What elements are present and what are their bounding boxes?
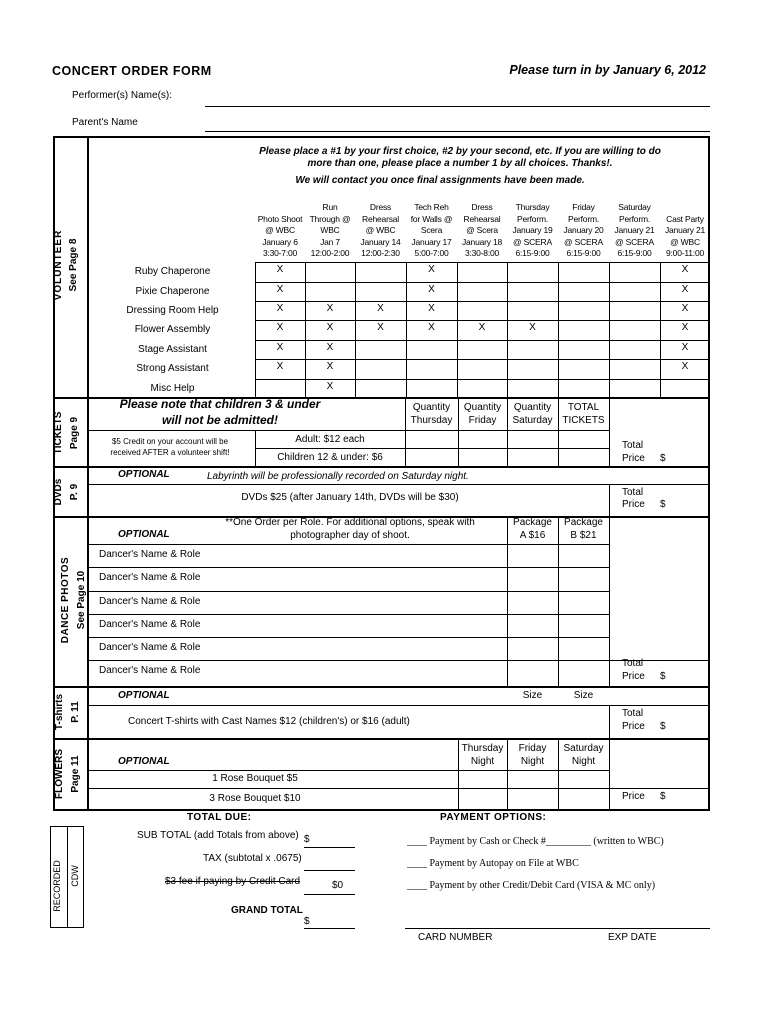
volunteer-role-label: Flower Assembly [134, 324, 211, 335]
volunteer-col-header-line: Dress [369, 202, 392, 212]
volunteer-role-label: Misc Help [150, 383, 195, 394]
volunteer-cell[interactable]: X [326, 322, 334, 333]
volunteer-cell[interactable] [507, 361, 558, 379]
flowers-price-label: Price [622, 791, 645, 802]
tickets-dollar: $ [660, 453, 666, 464]
performer-label: Performer(s) Name(s): [72, 90, 173, 101]
volunteer-cell[interactable]: X [276, 303, 284, 314]
parent-name-line[interactable] [205, 131, 710, 132]
volunteer-cell[interactable]: X [681, 342, 689, 353]
ticket-qty-thursday-input[interactable] [409, 432, 455, 464]
flower-col-header: Night [520, 756, 545, 767]
volunteer-col-header-line: Saturday [618, 202, 651, 212]
dvds-dollar: $ [660, 499, 666, 510]
volunteer-cell[interactable]: X [326, 303, 334, 314]
ticket-qty-friday-input[interactable] [461, 432, 505, 464]
volunteer-cell[interactable] [507, 342, 558, 359]
tax-label: TAX (subtotal x .0675) [203, 853, 302, 864]
recorded-label: RECORDED [52, 860, 62, 912]
volunteer-cell[interactable] [609, 342, 660, 359]
volunteer-cell[interactable] [558, 381, 609, 397]
volunteer-cell[interactable] [305, 284, 355, 301]
volunteer-instructions-3: We will contact you once final assignments have been made. [295, 175, 585, 186]
volunteer-col-header-line: 9:00-11:00 [665, 248, 704, 258]
tshirts-description: Concert T-shirts with Cast Names $12 (children's) or $16 (adult) [128, 716, 410, 727]
volunteer-col-header-line: January 6 [262, 236, 298, 247]
form-title: CONCERT ORDER FORM [52, 64, 212, 78]
flowers-side-label: FLOWERS [54, 749, 65, 799]
volunteer-cell[interactable] [609, 284, 660, 301]
volunteer-cell[interactable] [355, 361, 406, 379]
volunteer-cell[interactable] [355, 264, 406, 282]
volunteer-cell[interactable]: X [377, 322, 384, 333]
dvds-side-sub: P. 9 [69, 483, 80, 501]
volunteer-cell[interactable]: X [681, 303, 689, 314]
volunteer-cell[interactable] [355, 381, 406, 397]
flower-col-header: Friday [518, 743, 547, 754]
volunteer-cell[interactable] [457, 264, 507, 282]
volunteer-cell[interactable]: X [276, 264, 284, 275]
subtotal-line[interactable] [304, 847, 355, 848]
volunteer-col-header-line: 3:30-7:00 [262, 248, 298, 258]
flower-col-header: Night [470, 756, 495, 767]
payment-option-card[interactable]: ____ Payment by other Credit/Debit Card (VISA & MC only) [407, 880, 656, 891]
photos-total-label-2: Price [622, 671, 645, 682]
volunteer-col-header-line: January 19 [512, 225, 553, 235]
dvds-total-label-1: Total [622, 487, 644, 498]
volunteer-cell[interactable]: X [276, 322, 284, 333]
volunteer-cell[interactable]: X [428, 322, 435, 333]
volunteer-col-header-line: Tech Reh [414, 202, 449, 212]
dvds-side-label: DVDs [53, 478, 64, 506]
volunteer-cell[interactable] [609, 303, 660, 320]
volunteer-col-header-line: Through @ [309, 213, 351, 224]
rose-1-bouquet: 1 Rose Bouquet $5 [212, 773, 298, 784]
volunteer-cell[interactable] [457, 381, 507, 397]
volunteer-cell[interactable] [507, 264, 558, 282]
volunteer-col-header-line: Photo Shoot [257, 213, 303, 224]
volunteer-cell[interactable] [507, 284, 558, 301]
ticket-col-header: Thursday [410, 415, 453, 426]
volunteer-col-header-line: 6:15-9:00 [617, 248, 652, 258]
volunteer-cell[interactable] [457, 342, 507, 359]
volunteer-col-header-line: Jan 7 [320, 236, 340, 247]
dancer-name-role-label[interactable]: Dancer's Name & Role [99, 596, 201, 607]
tshirts-total-label-1: Total [622, 708, 644, 719]
volunteer-instructions-1: Please place a #1 by your first choice, #2 by your second, etc. If you are willing to do [259, 146, 661, 157]
volunteer-cell[interactable]: X [326, 361, 334, 372]
volunteer-role-label: Stage Assistant [138, 344, 207, 355]
volunteer-cell[interactable]: X [681, 322, 689, 333]
tax-line[interactable] [304, 870, 355, 871]
tickets-total-label-1: Total [622, 440, 644, 451]
volunteer-col-header-line: Friday [572, 202, 595, 212]
volunteer-col-header-line: January 14 [360, 236, 401, 247]
ticket-col-header: Quantity [463, 402, 502, 413]
payment-heading: PAYMENT OPTIONS: [440, 812, 547, 823]
flowers-side-sub: Page 11 [70, 755, 81, 793]
flower-col-header: Saturday [563, 743, 604, 754]
tshirts-size-label-2: Size [573, 690, 594, 701]
volunteer-col-header-line: @ SCERA [513, 236, 552, 247]
ticket-col-header: Quantity [513, 402, 552, 413]
payment-option-autopay[interactable]: ____ Payment by Autopay on File at WBC [407, 858, 579, 869]
exp-date-label: EXP DATE [608, 932, 657, 943]
credit-note-1: $5 Credit on your account will be [111, 437, 229, 446]
dancer-name-role-label[interactable]: Dancer's Name & Role [99, 619, 201, 630]
volunteer-cell[interactable] [558, 322, 609, 340]
volunteer-cell[interactable] [558, 284, 609, 301]
performer-name-line[interactable] [205, 106, 710, 107]
volunteer-col-header-line: @ WBC [670, 236, 700, 247]
card-number-label: CARD NUMBER [418, 932, 493, 943]
volunteer-col-header-line: for Walls @ [410, 213, 453, 224]
volunteer-cell[interactable] [305, 264, 355, 282]
tshirts-side-label: T-shirts [54, 693, 65, 731]
dancer-name-role-label[interactable]: Dancer's Name & Role [99, 572, 201, 583]
volunteer-cell[interactable] [558, 342, 609, 359]
rose-3-bouquet: 3 Rose Bouquet $10 [209, 793, 301, 804]
volunteer-cell[interactable]: X [326, 381, 334, 392]
volunteer-col-header-line: 12:00-2:30 [361, 248, 400, 258]
volunteer-col-header-line: 6:15-9:00 [566, 248, 601, 258]
volunteer-cell[interactable] [355, 284, 406, 301]
ticket-col-header: TICKETS [562, 415, 605, 426]
tshirts-side-sub: P. 11 [70, 701, 81, 723]
volunteer-col-header-line: WBC [320, 225, 340, 235]
volunteer-cell[interactable]: X [681, 264, 689, 275]
package-b-label-1: Package [564, 517, 603, 528]
volunteer-role-label: Dressing Room Help [126, 305, 219, 316]
volunteer-cell[interactable]: X [326, 342, 334, 353]
photos-side-sub: See Page 10 [76, 570, 87, 630]
tickets-total-label-2: Price [622, 453, 645, 464]
photos-note-1: **One Order per Role. For additional options, speak with [225, 517, 475, 528]
dvds-price: DVDs $25 (after January 14th, DVDs will be $30) [241, 492, 459, 503]
volunteer-cell[interactable]: X [428, 303, 435, 314]
volunteer-col-header-line: @ SCERA [615, 236, 654, 247]
volunteer-col-header-line: January 18 [461, 236, 503, 247]
payment-option-cash[interactable]: ____ Payment by Cash or Check #_________ (written to WBC) [407, 836, 664, 847]
volunteer-col-header-line: January 17 [411, 236, 452, 247]
package-a-label-1: Package [513, 517, 552, 528]
grand-total-dollar: $ [304, 916, 310, 927]
volunteer-col-header-line: Perform. [568, 213, 599, 224]
volunteer-col-header-line: Rehearsal [463, 213, 501, 224]
volunteer-instructions-2: more than one, please place a number 1 by all choices. Thanks!. [307, 158, 613, 169]
photos-note-2: photographer day of shoot. [290, 530, 410, 541]
flowers-dollar: $ [660, 791, 666, 802]
volunteer-col-header-line: January 21 [614, 225, 655, 235]
volunteer-cell[interactable] [558, 303, 609, 320]
child-price: Children 12 & under: $6 [277, 452, 383, 463]
volunteer-col-header-line: @ SCERA [564, 236, 603, 247]
tshirts-dollar: $ [660, 721, 666, 732]
volunteer-cell[interactable]: X [428, 284, 435, 295]
flowers-optional: OPTIONAL [118, 756, 170, 767]
volunteer-col-header-line: Run [322, 202, 338, 212]
adult-price: Adult: $12 each [295, 434, 365, 445]
volunteer-col-header-line: 5:00-7:00 [414, 248, 449, 258]
card-number-line[interactable] [405, 928, 710, 929]
volunteer-side-sub: See Page 8 [68, 238, 79, 292]
dvds-total-label-2: Price [622, 499, 645, 510]
volunteer-cell[interactable] [507, 381, 558, 397]
flower-col-header: Night [571, 756, 596, 767]
volunteer-cell[interactable] [558, 264, 609, 282]
volunteer-side-label: VOLUNTEER [53, 229, 64, 301]
volunteer-cell[interactable] [457, 284, 507, 301]
volunteer-cell[interactable] [609, 322, 660, 340]
volunteer-cell[interactable] [457, 361, 507, 379]
tickets-side-sub: Page 9 [69, 416, 80, 450]
volunteer-col-header-line: Perform. [517, 213, 548, 224]
volunteer-role-label: Ruby Chaperone [134, 266, 211, 277]
dancer-name-role-label[interactable]: Dancer's Name & Role [99, 665, 201, 676]
tshirts-optional: OPTIONAL [118, 690, 170, 701]
volunteer-cell[interactable] [406, 381, 457, 397]
volunteer-col-header-line: Perform. [619, 213, 650, 224]
volunteer-cell[interactable]: X [276, 361, 284, 372]
volunteer-cell[interactable] [406, 361, 457, 379]
volunteer-col-header-line: 12:00-2:00 [310, 248, 350, 258]
volunteer-col-header-line: @ WBC [365, 225, 396, 235]
total-due-heading: TOTAL DUE: [187, 812, 252, 823]
credit-fee-label: $3 fee if paying by Credit Card [165, 876, 301, 887]
volunteer-cell[interactable] [609, 381, 660, 397]
volunteer-col-header-line: Thursday [515, 202, 550, 212]
volunteer-cell[interactable] [609, 361, 660, 379]
package-b-label-2: B $21 [570, 530, 597, 541]
credit-fee-value: $0 [332, 880, 344, 891]
parent-label: Parent's Name [72, 117, 138, 128]
volunteer-col-header-line: @ WBC [265, 225, 295, 235]
grand-total-line[interactable] [304, 928, 355, 929]
tshirts-total-label-2: Price [622, 721, 645, 732]
dancer-name-role-label[interactable]: Dancer's Name & Role [99, 642, 201, 653]
ticket-qty-saturday-input[interactable] [510, 432, 556, 464]
volunteer-cell[interactable] [558, 361, 609, 379]
dvds-optional: OPTIONAL [118, 469, 170, 480]
volunteer-col-header-line: January 21 [664, 225, 706, 235]
dancer-name-role-label[interactable]: Dancer's Name & Role [99, 549, 201, 560]
volunteer-cell[interactable] [660, 381, 710, 397]
credit-note-2: received AFTER a volunteer shift! [110, 448, 230, 457]
flower-col-header: Thursday [461, 743, 504, 754]
volunteer-col-header-line: Dress [471, 202, 493, 212]
volunteer-cell[interactable] [507, 303, 558, 320]
volunteer-cell[interactable]: X [681, 284, 689, 295]
volunteer-cell[interactable]: X [276, 284, 284, 295]
tickets-note-2: will not be admitted! [162, 413, 278, 427]
photos-side-label: DANCE PHOTOS [60, 556, 71, 644]
volunteer-role-label: Pixie Chaperone [135, 286, 210, 297]
volunteer-cell[interactable] [457, 303, 507, 320]
tickets-note-1: Please note that children 3 & under [119, 397, 321, 411]
turn-in-note: Please turn in by January 6, 2012 [509, 63, 706, 77]
subtotal-dollar: $ [304, 834, 310, 845]
photos-optional: OPTIONAL [118, 529, 170, 540]
volunteer-cell[interactable] [406, 342, 457, 359]
volunteer-col-header-line: January 20 [563, 225, 604, 235]
volunteer-cell[interactable] [609, 264, 660, 282]
tshirts-size-label-1: Size [522, 690, 543, 701]
tickets-side-label: TICKETS [53, 411, 64, 455]
cdw-label: CDW [70, 865, 80, 887]
volunteer-col-header-line: 6:15-9:00 [515, 248, 550, 258]
volunteer-col-header-line: Scera [420, 225, 443, 235]
volunteer-col-header-line: Rehearsal [362, 213, 399, 224]
package-a-label-2: A $16 [519, 530, 546, 541]
volunteer-cell[interactable]: X [428, 264, 435, 275]
volunteer-cell[interactable] [255, 381, 305, 397]
volunteer-col-header-line: 3:30-8:00 [464, 248, 500, 258]
ticket-col-header: TOTAL [567, 402, 600, 413]
subtotal-label: SUB TOTAL (add Totals from above) [137, 830, 299, 841]
volunteer-cell[interactable]: X [529, 322, 536, 333]
photos-dollar: $ [660, 671, 666, 682]
volunteer-cell[interactable]: X [276, 342, 284, 353]
volunteer-col-header-line: @ Scera [466, 225, 498, 235]
grand-total-label: GRAND TOTAL [231, 905, 303, 916]
volunteer-cell[interactable] [355, 342, 406, 359]
volunteer-role-label: Strong Assistant [136, 363, 209, 374]
ticket-col-header: Saturday [512, 415, 553, 426]
dvds-note: Labyrinth will be professionally recorded on Saturday night. [207, 471, 469, 482]
volunteer-col-header-line: Cast Party [666, 213, 704, 224]
ticket-col-header: Quantity [412, 402, 451, 413]
photos-total-label-1: Total [622, 658, 644, 669]
volunteer-cell[interactable]: X [478, 322, 486, 333]
volunteer-cell[interactable]: X [681, 361, 689, 372]
volunteer-cell[interactable]: X [377, 303, 384, 314]
ticket-col-header: Friday [468, 415, 497, 426]
